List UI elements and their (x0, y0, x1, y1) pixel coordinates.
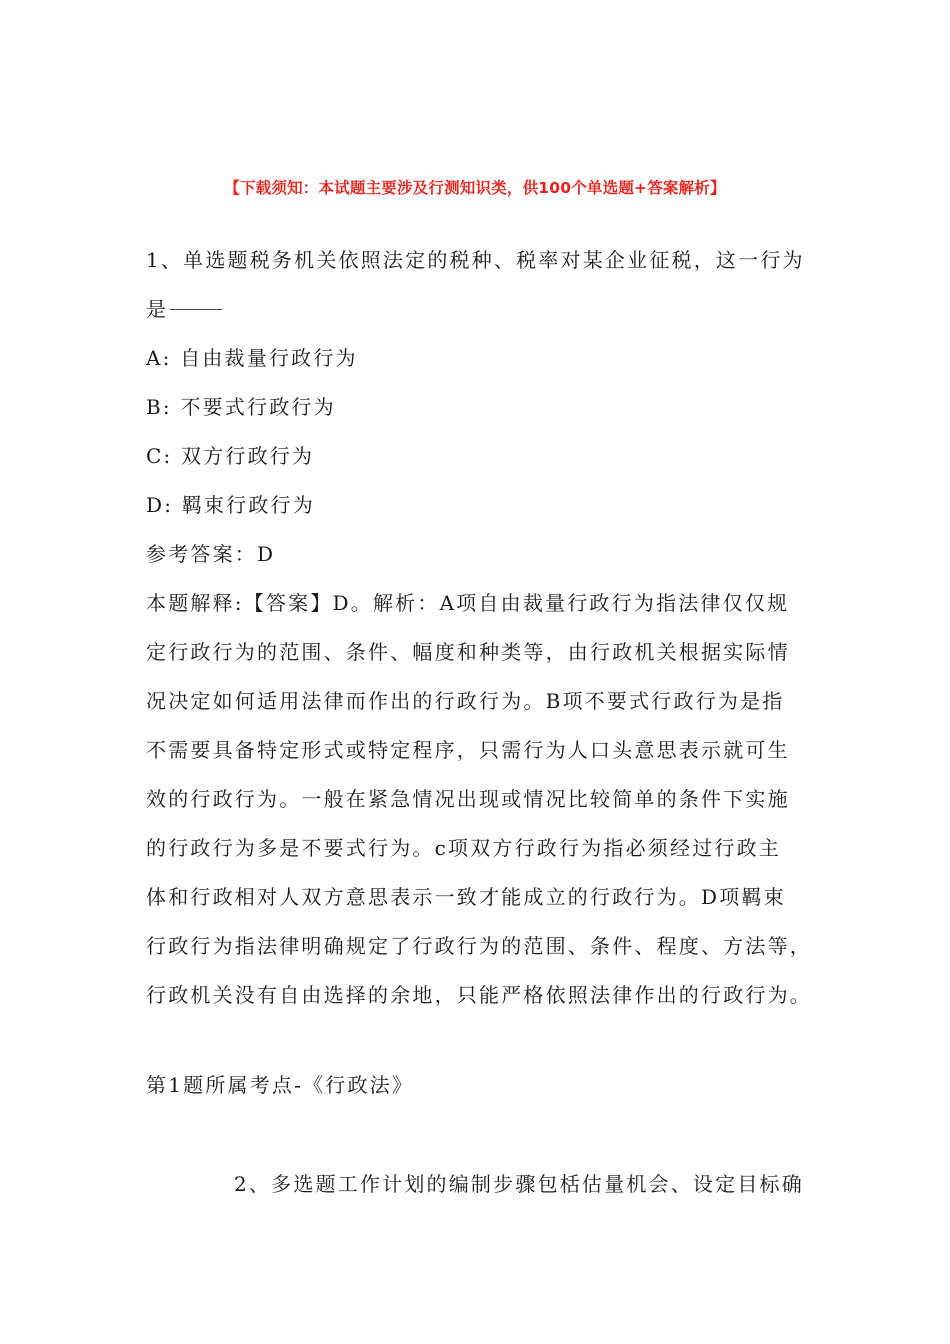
question-1-stem-line-2: 是 (146, 297, 169, 321)
question-content (146, 236, 836, 1209)
answer-blank (170, 308, 222, 310)
explanation-line: 不需要具备特定形式或特定程序，只需行为人口头意思表示就可生 (146, 738, 790, 762)
explanation-line: 行政行为指法律明确规定了行政行为的范围、条件、程度、方法等， (146, 934, 812, 958)
explanation-line: 行政机关没有自由选择的余地，只能严格依照法律作出的行政行为。 (146, 983, 812, 1007)
option-b: B: 不要式行政行为 (146, 395, 336, 419)
explanation-line: 本题解释:【答案】D。解析：A项自由裁量行政行为指法律仅仅规 (146, 591, 790, 615)
explanation-line: 体和行政相对人双方意思表示一致才能成立的行政行为。D项羁束 (146, 885, 786, 909)
question-1 (146, 236, 836, 1110)
option-a: A: 自由裁量行政行为 (146, 346, 358, 370)
reference-answer: 参考答案：D (146, 542, 276, 566)
option-d: D: 羁束行政行为 (146, 493, 315, 517)
option-c: C: 双方行政行为 (146, 444, 315, 468)
question-1-topic: 第1题所属考点-《行政法》 (146, 1073, 415, 1097)
question-1-stem-line-1: 1、单选题税务机关依照法定的税种、税率对某企业征税，这一行为 (146, 248, 805, 272)
explanation-line: 况决定如何适用法律而作出的行政行为。B项不要式行政行为是指 (146, 689, 785, 713)
question-2-stem-line-1: 2、多选题工作计划的编制步骤包栝估量机会、设定目标确 (234, 1172, 804, 1196)
explanation-line: 定行政行为的范围、条件、幅度和种类等，由行政机关根据实际情 (146, 640, 790, 664)
explanation-line: 的行政行为多是不要式行为。c项双方行政行为指必须经过行政主 (146, 836, 782, 860)
download-notice: 【下载须知：本试题主要涉及行测知识类，供100个单选题+答案解析】 (224, 179, 726, 197)
explanation (146, 579, 836, 1020)
explanation-line: 效的行政行为。一般在紧急情况出现或情况比较简单的条件下实施 (146, 787, 790, 811)
question-1-stem (146, 236, 836, 334)
question-2 (146, 1160, 836, 1209)
